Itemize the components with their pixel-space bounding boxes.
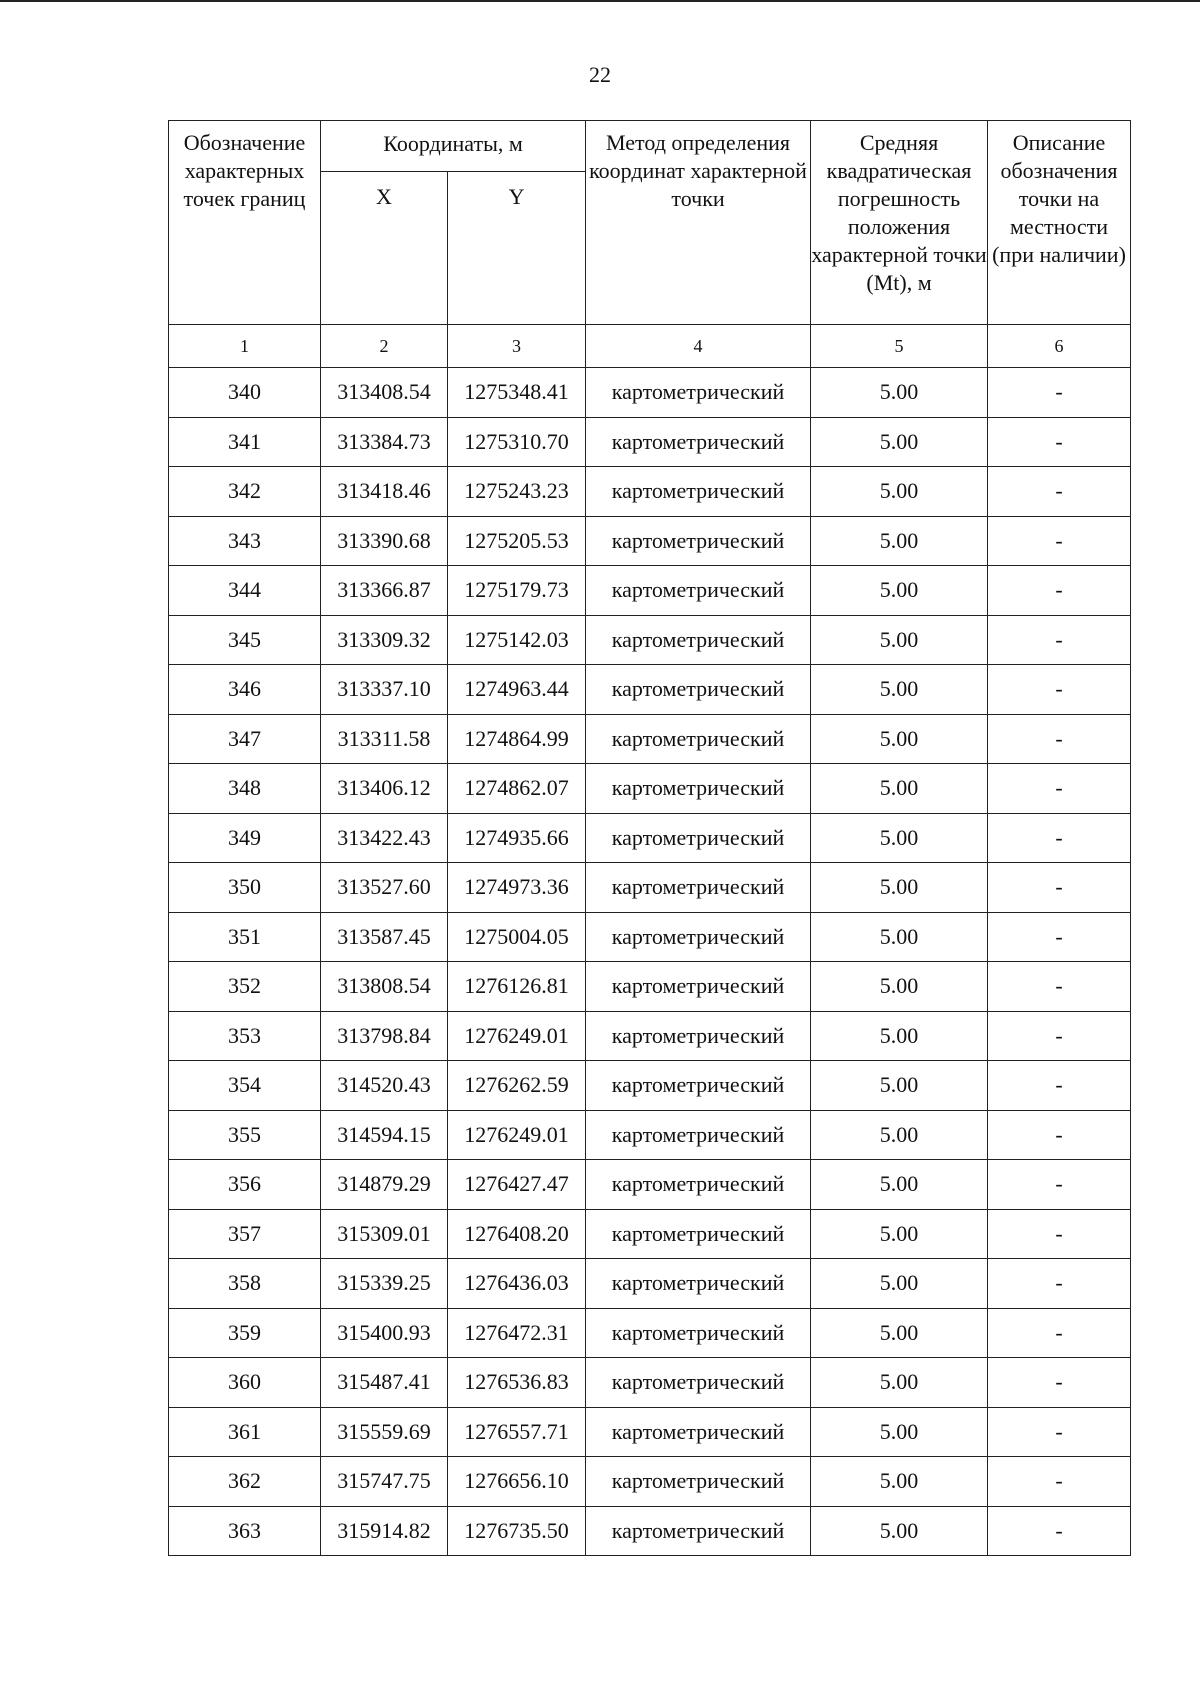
point-id-cell: 348 xyxy=(169,764,321,814)
description-cell: - xyxy=(988,1506,1131,1556)
table-row xyxy=(169,1209,1131,1259)
y-coordinate-cell: 1275243.23 xyxy=(448,467,586,517)
point-id-cell: 352 xyxy=(169,962,321,1012)
header-designation: Обозначение характерных точек границ xyxy=(169,121,321,325)
error-cell: 5.00 xyxy=(811,467,988,517)
error-cell: 5.00 xyxy=(811,417,988,467)
point-id-cell: 341 xyxy=(169,417,321,467)
point-id-cell: 354 xyxy=(169,1061,321,1111)
x-coordinate-cell: 313418.46 xyxy=(321,467,448,517)
description-cell: - xyxy=(988,1358,1131,1408)
table-row xyxy=(169,1259,1131,1309)
point-id-cell: 361 xyxy=(169,1407,321,1457)
y-coordinate-cell: 1275179.73 xyxy=(448,566,586,616)
method-cell: картометрический xyxy=(586,714,811,764)
x-coordinate-cell: 314520.43 xyxy=(321,1061,448,1111)
x-coordinate-cell: 313587.45 xyxy=(321,912,448,962)
y-coordinate-cell: 1276735.50 xyxy=(448,1506,586,1556)
point-id-cell: 358 xyxy=(169,1259,321,1309)
header-method: Метод определения координат характерной точки xyxy=(586,121,811,325)
point-id-cell: 353 xyxy=(169,1011,321,1061)
table-row xyxy=(169,962,1131,1012)
column-number: 1 xyxy=(169,325,321,368)
x-coordinate-cell: 314594.15 xyxy=(321,1110,448,1160)
y-coordinate-cell: 1275310.70 xyxy=(448,417,586,467)
table-row xyxy=(169,764,1131,814)
description-cell: - xyxy=(988,1110,1131,1160)
description-cell: - xyxy=(988,1259,1131,1309)
column-number: 6 xyxy=(988,325,1131,368)
method-cell: картометрический xyxy=(586,764,811,814)
table-row xyxy=(169,813,1131,863)
error-cell: 5.00 xyxy=(811,516,988,566)
point-id-cell: 357 xyxy=(169,1209,321,1259)
column-number: 4 xyxy=(586,325,811,368)
y-coordinate-cell: 1276249.01 xyxy=(448,1110,586,1160)
x-coordinate-cell: 313408.54 xyxy=(321,368,448,418)
table-row xyxy=(169,1308,1131,1358)
y-coordinate-cell: 1274862.07 xyxy=(448,764,586,814)
error-cell: 5.00 xyxy=(811,1061,988,1111)
x-coordinate-cell: 315559.69 xyxy=(321,1407,448,1457)
error-cell: 5.00 xyxy=(811,1358,988,1408)
y-coordinate-cell: 1276536.83 xyxy=(448,1358,586,1408)
error-cell: 5.00 xyxy=(811,962,988,1012)
table-row xyxy=(169,1110,1131,1160)
table-row xyxy=(169,1506,1131,1556)
x-coordinate-cell: 313406.12 xyxy=(321,764,448,814)
table-row xyxy=(169,417,1131,467)
method-cell: картометрический xyxy=(586,368,811,418)
point-id-cell: 355 xyxy=(169,1110,321,1160)
y-coordinate-cell: 1276557.71 xyxy=(448,1407,586,1457)
description-cell: - xyxy=(988,1061,1131,1111)
x-coordinate-cell: 313311.58 xyxy=(321,714,448,764)
description-cell: - xyxy=(988,566,1131,616)
description-cell: - xyxy=(988,1308,1131,1358)
point-id-cell: 340 xyxy=(169,368,321,418)
point-id-cell: 363 xyxy=(169,1506,321,1556)
x-coordinate-cell: 315339.25 xyxy=(321,1259,448,1309)
table-body xyxy=(169,368,1131,1556)
error-cell: 5.00 xyxy=(811,1407,988,1457)
method-cell: картометрический xyxy=(586,962,811,1012)
header-coordinates: Координаты, м xyxy=(321,121,586,172)
y-coordinate-cell: 1274973.36 xyxy=(448,863,586,913)
description-cell: - xyxy=(988,764,1131,814)
y-coordinate-cell: 1275004.05 xyxy=(448,912,586,962)
error-cell: 5.00 xyxy=(811,764,988,814)
error-cell: 5.00 xyxy=(811,863,988,913)
point-id-cell: 359 xyxy=(169,1308,321,1358)
table-row xyxy=(169,912,1131,962)
error-cell: 5.00 xyxy=(811,813,988,863)
table-row xyxy=(169,1011,1131,1061)
y-coordinate-cell: 1276126.81 xyxy=(448,962,586,1012)
table-row xyxy=(169,665,1131,715)
point-id-cell: 362 xyxy=(169,1457,321,1507)
description-cell: - xyxy=(988,665,1131,715)
y-coordinate-cell: 1274935.66 xyxy=(448,813,586,863)
coordinates-table xyxy=(168,120,1131,1556)
point-id-cell: 345 xyxy=(169,615,321,665)
table-row xyxy=(169,516,1131,566)
error-cell: 5.00 xyxy=(811,1110,988,1160)
description-cell: - xyxy=(988,1160,1131,1210)
point-id-cell: 351 xyxy=(169,912,321,962)
x-coordinate-cell: 313390.68 xyxy=(321,516,448,566)
column-number: 5 xyxy=(811,325,988,368)
header-y: Y xyxy=(448,172,586,325)
page-number: 22 xyxy=(589,62,611,87)
description-cell: - xyxy=(988,714,1131,764)
error-cell: 5.00 xyxy=(811,1011,988,1061)
table-row xyxy=(169,1457,1131,1507)
method-cell: картометрический xyxy=(586,1110,811,1160)
y-coordinate-cell: 1275205.53 xyxy=(448,516,586,566)
header-description: Описание обозначения точки на местности (при наличии) xyxy=(988,121,1131,325)
point-id-cell: 349 xyxy=(169,813,321,863)
error-cell: 5.00 xyxy=(811,912,988,962)
y-coordinate-cell: 1275348.41 xyxy=(448,368,586,418)
point-id-cell: 343 xyxy=(169,516,321,566)
method-cell: картометрический xyxy=(586,1061,811,1111)
y-coordinate-cell: 1276436.03 xyxy=(448,1259,586,1309)
x-coordinate-cell: 314879.29 xyxy=(321,1160,448,1210)
method-cell: картометрический xyxy=(586,1407,811,1457)
error-cell: 5.00 xyxy=(811,665,988,715)
description-cell: - xyxy=(988,417,1131,467)
method-cell: картометрический xyxy=(586,1259,811,1309)
error-cell: 5.00 xyxy=(811,1209,988,1259)
method-cell: картометрический xyxy=(586,1457,811,1507)
description-cell: - xyxy=(988,863,1131,913)
description-cell: - xyxy=(988,1407,1131,1457)
table-row xyxy=(169,1407,1131,1457)
error-cell: 5.00 xyxy=(811,1160,988,1210)
point-id-cell: 347 xyxy=(169,714,321,764)
method-cell: картометрический xyxy=(586,1308,811,1358)
y-coordinate-cell: 1275142.03 xyxy=(448,615,586,665)
column-number: 2 xyxy=(321,325,448,368)
y-coordinate-cell: 1276249.01 xyxy=(448,1011,586,1061)
y-coordinate-cell: 1276427.47 xyxy=(448,1160,586,1210)
description-cell: - xyxy=(988,467,1131,517)
x-coordinate-cell: 313366.87 xyxy=(321,566,448,616)
method-cell: картометрический xyxy=(586,566,811,616)
y-coordinate-cell: 1276656.10 xyxy=(448,1457,586,1507)
x-coordinate-cell: 313309.32 xyxy=(321,615,448,665)
error-cell: 5.00 xyxy=(811,615,988,665)
table-header xyxy=(169,121,1131,368)
error-cell: 5.00 xyxy=(811,1259,988,1309)
description-cell: - xyxy=(988,368,1131,418)
point-id-cell: 356 xyxy=(169,1160,321,1210)
table-row xyxy=(169,467,1131,517)
method-cell: картометрический xyxy=(586,1358,811,1408)
method-cell: картометрический xyxy=(586,467,811,517)
x-coordinate-cell: 315400.93 xyxy=(321,1308,448,1358)
method-cell: картометрический xyxy=(586,813,811,863)
method-cell: картометрический xyxy=(586,1209,811,1259)
error-cell: 5.00 xyxy=(811,368,988,418)
method-cell: картометрический xyxy=(586,912,811,962)
point-id-cell: 346 xyxy=(169,665,321,715)
header-x: X xyxy=(321,172,448,325)
column-number-row xyxy=(169,325,1131,368)
point-id-cell: 342 xyxy=(169,467,321,517)
x-coordinate-cell: 313384.73 xyxy=(321,417,448,467)
x-coordinate-cell: 315914.82 xyxy=(321,1506,448,1556)
header-error: Средняя квадратическая погрешность положения характерной точки (Mt), м xyxy=(811,121,988,325)
table-row xyxy=(169,1358,1131,1408)
method-cell: картометрический xyxy=(586,665,811,715)
top-border-line xyxy=(0,0,1200,2)
error-cell: 5.00 xyxy=(811,566,988,616)
table-row xyxy=(169,1160,1131,1210)
x-coordinate-cell: 313527.60 xyxy=(321,863,448,913)
table-row xyxy=(169,863,1131,913)
description-cell: - xyxy=(988,1011,1131,1061)
table-row xyxy=(169,615,1131,665)
description-cell: - xyxy=(988,813,1131,863)
point-id-cell: 344 xyxy=(169,566,321,616)
description-cell: - xyxy=(988,1209,1131,1259)
y-coordinate-cell: 1274963.44 xyxy=(448,665,586,715)
method-cell: картометрический xyxy=(586,516,811,566)
description-cell: - xyxy=(988,1457,1131,1507)
table-row xyxy=(169,1061,1131,1111)
x-coordinate-cell: 313808.54 xyxy=(321,962,448,1012)
point-id-cell: 360 xyxy=(169,1358,321,1408)
method-cell: картометрический xyxy=(586,615,811,665)
description-cell: - xyxy=(988,516,1131,566)
y-coordinate-cell: 1276472.31 xyxy=(448,1308,586,1358)
table-row xyxy=(169,368,1131,418)
method-cell: картометрический xyxy=(586,1506,811,1556)
x-coordinate-cell: 315487.41 xyxy=(321,1358,448,1408)
x-coordinate-cell: 313337.10 xyxy=(321,665,448,715)
error-cell: 5.00 xyxy=(811,1457,988,1507)
x-coordinate-cell: 313798.84 xyxy=(321,1011,448,1061)
y-coordinate-cell: 1274864.99 xyxy=(448,714,586,764)
table-row xyxy=(169,566,1131,616)
column-number: 3 xyxy=(448,325,586,368)
x-coordinate-cell: 315309.01 xyxy=(321,1209,448,1259)
y-coordinate-cell: 1276262.59 xyxy=(448,1061,586,1111)
error-cell: 5.00 xyxy=(811,714,988,764)
x-coordinate-cell: 315747.75 xyxy=(321,1457,448,1507)
description-cell: - xyxy=(988,615,1131,665)
method-cell: картометрический xyxy=(586,863,811,913)
method-cell: картометрический xyxy=(586,1160,811,1210)
x-coordinate-cell: 313422.43 xyxy=(321,813,448,863)
y-coordinate-cell: 1276408.20 xyxy=(448,1209,586,1259)
error-cell: 5.00 xyxy=(811,1506,988,1556)
method-cell: картометрический xyxy=(586,417,811,467)
error-cell: 5.00 xyxy=(811,1308,988,1358)
table-row xyxy=(169,714,1131,764)
description-cell: - xyxy=(988,912,1131,962)
description-cell: - xyxy=(988,962,1131,1012)
method-cell: картометрический xyxy=(586,1011,811,1061)
point-id-cell: 350 xyxy=(169,863,321,913)
